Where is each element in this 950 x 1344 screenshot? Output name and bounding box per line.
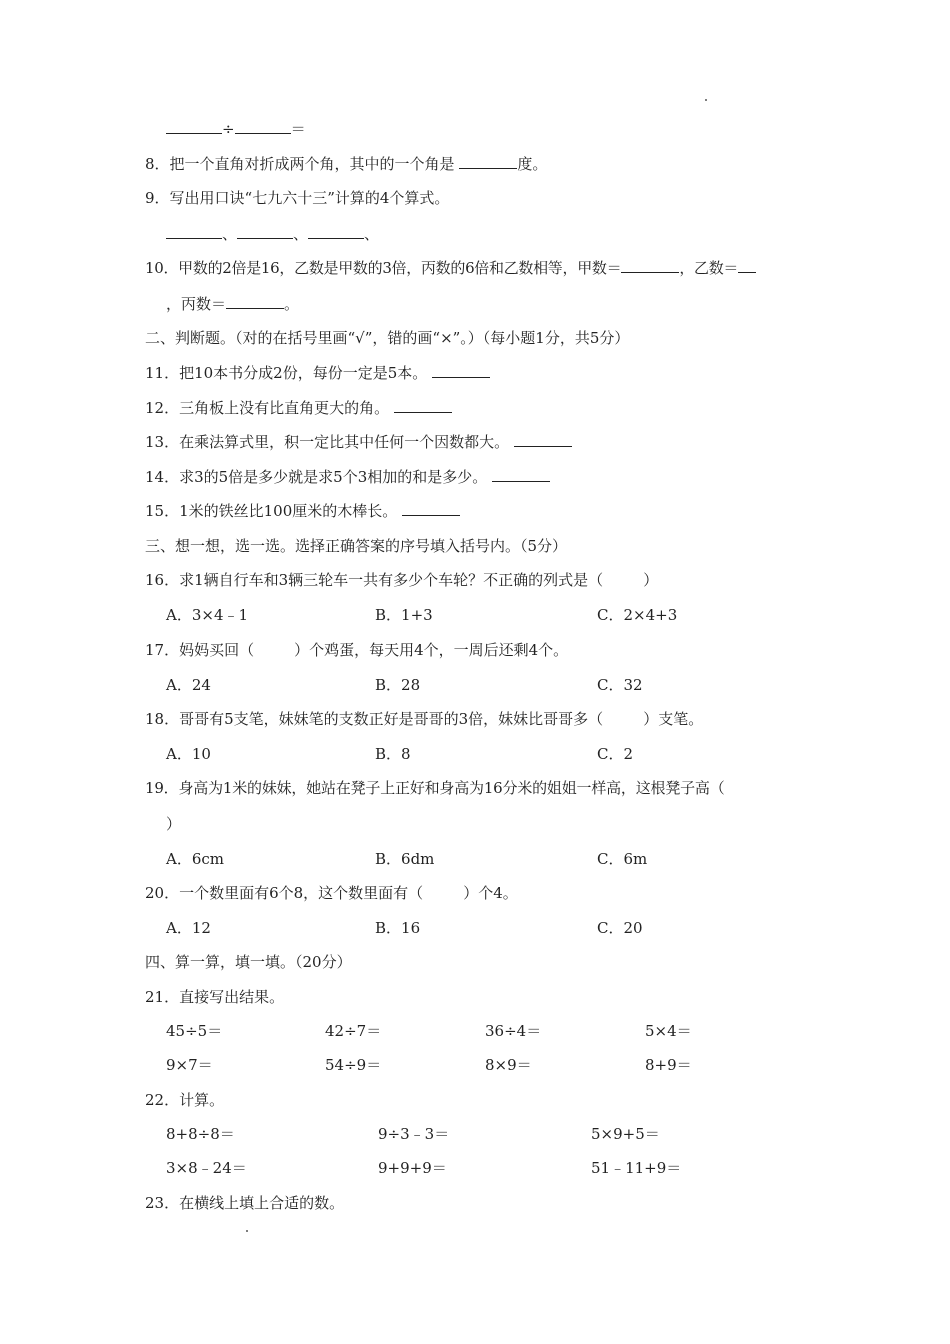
option-a[interactable]: A．3×4﹣1 [166,606,249,624]
answer-blank[interactable] [308,224,364,239]
judge-item-13: 13．在乘法算式里，积一定比其中任何一个因数都大。 [145,432,572,452]
calc-item: 45÷5＝ [166,1022,223,1040]
question-23-title: 23．在横线上填上合适的数。 [145,1194,345,1212]
option-a[interactable]: A．24 [166,676,211,694]
question-18: 18．哥哥有5支笔，妹妹笔的支数正好是哥哥的3倍，妹妹比哥哥多（ ）支笔。 [145,710,704,728]
option-a[interactable]: A．6cm [166,850,225,868]
calc-item: 5×9+5＝ [591,1125,660,1143]
answer-blank[interactable] [235,119,291,134]
option-b[interactable]: B．28 [375,676,421,694]
answer-blank[interactable] [226,294,284,309]
option-c[interactable]: C．2×4+3 [597,606,678,624]
answer-blank[interactable] [394,398,452,413]
section-4-title: 四、算一算，填一填。（20分） [145,953,352,971]
calc-item: 5×4＝ [645,1022,692,1040]
calc-item: 9×7＝ [166,1056,213,1074]
answer-blank[interactable] [432,363,490,378]
page-mark-top [705,99,707,101]
option-b[interactable]: B．8 [375,745,411,763]
section-2-title: 二、判断题。（对的在括号里画“√”，错的画“×”。）（每小题1分，共5分） [145,329,630,347]
answer-blank[interactable] [166,119,222,134]
question-21-title: 21．直接写出结果。 [145,988,285,1006]
question-16: 16．求1辆自行车和3辆三轮车一共有多少个车轮？不正确的列式是（ ） [145,571,659,589]
question-17: 17．妈妈买回（ ）个鸡蛋，每天用4个，一周后还剩4个。 [145,641,569,659]
answer-blank[interactable] [514,432,572,447]
calc-item: 3×8﹣24＝ [166,1159,247,1177]
section-3-title: 三、想一想，选一选。选择正确答案的序号填入括号内。（5分） [145,537,568,555]
option-c[interactable]: C．6m [597,850,648,868]
judge-item-11: 11．把10本书分成2份，每份一定是5本。 [145,363,490,383]
question-22-title: 22．计算。 [145,1091,225,1109]
calc-item: 9÷3﹣3＝ [378,1125,450,1143]
question-19: 19．身高为1米的妹妹，她站在凳子上正好和身高为16分米的姐姐一样高，这根凳子高（ [145,779,725,797]
judge-item-15: 15．1米的铁丝比100厘米的木棒长。 [145,501,460,521]
question-8: 8．把一个直角对折成两个角，其中的一个角是 度。 [145,155,548,173]
calc-item: 8×9＝ [485,1056,532,1074]
calc-item: 42÷7＝ [325,1022,382,1040]
option-a[interactable]: A．10 [166,745,211,763]
option-b[interactable]: B．16 [375,919,421,937]
option-c[interactable]: C．32 [597,676,643,694]
judge-item-12: 12．三角板上没有比直角更大的角。 [145,398,452,418]
option-b[interactable]: B．1+3 [375,606,433,624]
question-20: 20．一个数里面有6个8，这个数里面有（ ）个4。 [145,884,518,902]
calc-item: 36÷4＝ [485,1022,542,1040]
judge-item-14: 14．求3的5倍是多少就是求5个3相加的和是多少。 [145,467,550,487]
page-mark-bottom [246,1230,248,1232]
question-9: 9．写出用口诀“七九六十三”计算的4个算式。 [145,189,450,207]
option-c[interactable]: C．2 [597,745,634,763]
answer-blank[interactable] [621,258,679,273]
option-b[interactable]: B．6dm [375,850,435,868]
calc-item: 51﹣11+9＝ [591,1159,682,1177]
calc-item: 8+8÷8＝ [166,1125,235,1143]
question-19-cont: ） [166,815,182,833]
answer-blank[interactable] [166,224,222,239]
question-10-cont: ，丙数＝ 。 [166,295,300,313]
answer-blank[interactable] [459,154,517,169]
question-9-answers: 、 、 、 [166,224,379,244]
calc-item: 9+9+9＝ [378,1159,447,1177]
calc-item: 8+9＝ [645,1056,692,1074]
option-a[interactable]: A．12 [166,919,211,937]
answer-blank[interactable] [492,467,550,482]
question-10: 10．甲数的2倍是16，乙数是甲数的3倍，丙数的6倍和乙数相等，甲数＝ ，乙数＝ [145,258,756,278]
q7-line: ÷ ＝ [166,119,306,139]
answer-blank[interactable] [237,224,293,239]
option-c[interactable]: C．20 [597,919,643,937]
calc-item: 54÷9＝ [325,1056,382,1074]
answer-blank[interactable] [738,258,756,273]
answer-blank[interactable] [402,501,460,516]
